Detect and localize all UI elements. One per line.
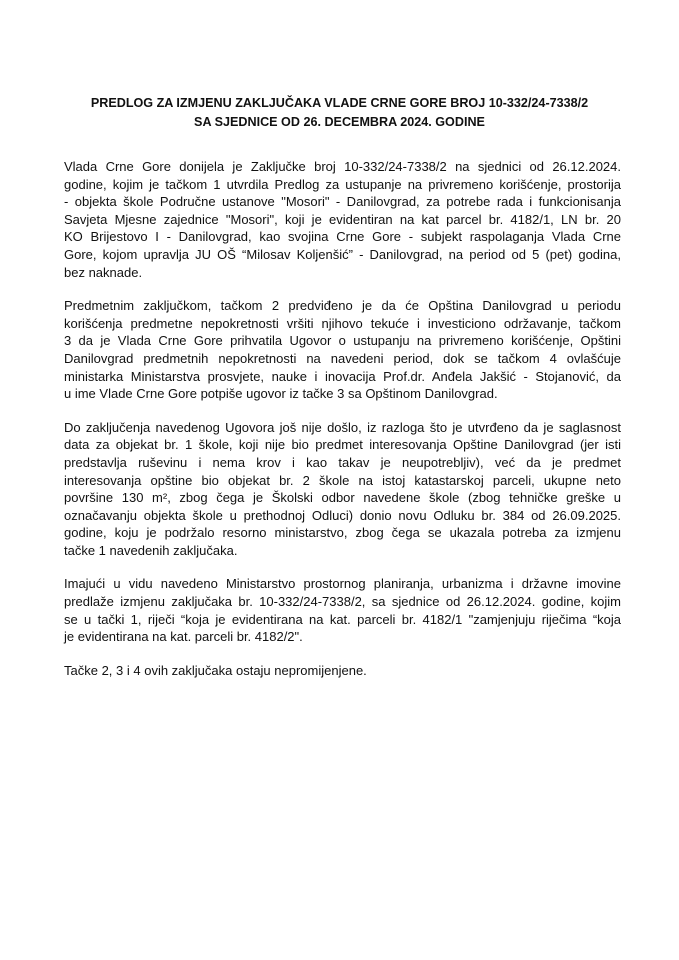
paragraph-line: godine, koju je podržalo resorno ministarstvo, zbog čega se ukazala potreba za izmjenu [64,525,621,541]
paragraph-line: korišćenja predmetne nepokretnosti vršiti njihovo tekuće i investiciono održavanje, tačkom [64,315,621,331]
paragraph-line: Vlada Crne Gore donijela je Zaključke broj 10-332/24-7338/2 na sjednici od 26.12.2024. [64,159,621,174]
paragraph-line: - objekta škole Područne ustanove "Mosori" - Danilovgrad, za potrebe rada i funkcionisanja [64,194,621,210]
paragraph-line: se u tački 1, riječi “koja je evidentirana na kat. parceli br. 4182/1 "zamjenjuju riječima “koja [64,611,621,627]
title-line-2: SA SJEDNICE OD 26. DECEMBRA 2024. GODINE [194,115,485,129]
document-body [64,158,621,695]
paragraph-line: je evidentirana na kat. parceli br. 4182/2". [64,629,303,645]
paragraph-line: označavanju objekta škole u prethodnoj Odluci) donio novu Odluku br. 384 od 26.09.2025. [64,507,621,523]
paragraph-line: interesovanja opštine bio objekat br. 2 škole na istoj katastarskoj parceli, ukupne neto [64,472,621,488]
paragraph-line: predlaže izmjenu zaključaka br. 10-332/24-7338/2, sa sjednice od 26.12.2024. godine, kojim [64,594,621,610]
paragraph-5 [64,662,621,680]
paragraph-line: 3 da je Vlada Crne Gore prihvatila Ugovor o ustupanju na privremeno korišćenje, Opštini [64,333,621,349]
document-title [0,94,679,132]
paragraph-line: površine 130 m², zbog čega je Školski odbor navedene škole (zbog tehničke greške u [64,490,621,506]
paragraph-line: godine, kojim je tačkom 1 utvrdila Predlog za ustupanje na privremeno korišćenje, prostorija [64,176,621,192]
paragraph-line: Predmetnim zaključkom, tačkom 2 predviđeno je da će Opština Danilovgrad u periodu [64,298,621,314]
paragraph-line: Do zaključenja navedenog Ugovora još nije došlo, iz razloga što je utvrđeno da je saglasnost [64,419,621,435]
paragraph-line: u ime Vlade Crne Gore potpiše ugovor iz tačke 3 sa Opštinom Danilovgrad. [64,386,498,402]
paragraph-4 [64,575,621,645]
paragraph-line: Gore, kojom upravlja JU OŠ “Milosav Koljenšić” - Danilovgrad, na period od 5 (pet) godina, [64,246,621,262]
paragraph-line: bez naknade. [64,264,143,280]
paragraph-line: predstavlja ruševinu i nema krov i kao takav je neupotrebljiv), već da je predmet [64,454,621,470]
title-line-1: PREDLOG ZA IZMJENU ZAKLJUČAKA VLADE CRNE GORE BROJ 10-332/24-7338/2 [90,96,589,110]
paragraph-line: data za objekat br. 1 škole, koji nije bio predmet interesovanja Opštine Danilovgrad (jer isti [64,437,621,453]
paragraph-line: Savjeta Mjesne zajednice "Mosori", koji je evidentiran na kat parcel br. 4182/1, LN br. 20 [64,211,621,227]
paragraph-line: tačke 1 navedenih zaključaka. [64,542,238,558]
paragraph-2 [64,297,621,403]
paragraph-1 [64,158,621,281]
paragraph-3 [64,419,621,560]
paragraph-line: Danilovgrad predmetnih nepokretnosti na navedeni period, dok se tačkom 4 ovlašćuje [64,350,621,366]
paragraph-line: ministarka Ministarstva prosvjete, nauke i inovacija Prof.dr. Anđela Jakšić - Stojanović, da [64,368,621,384]
paragraph-line: Tačke 2, 3 i 4 ovih zaključaka ostaju nepromijenjene. [64,662,367,678]
paragraph-line: KO Brijestovo I - Danilovgrad, kao svojina Crne Gore - subjekt raspolaganja Vlada Crne [64,229,621,245]
paragraph-line: Imajući u vidu navedeno Ministarstvo prostornog planiranja, urbanizma i državne imovine [64,576,621,592]
